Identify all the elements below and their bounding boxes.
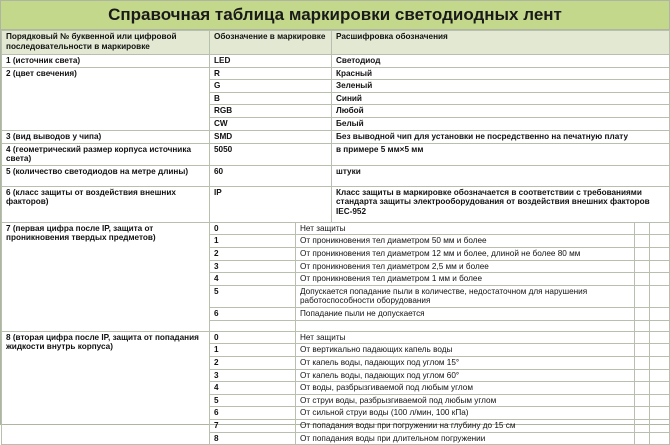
empty-cell [635, 247, 650, 260]
empty-cell [650, 285, 670, 307]
ip-description-cell: Нет защиты [296, 331, 635, 344]
row-sequence-cell: 1 (источник света) [2, 55, 210, 68]
row-description-cell: Любой [332, 105, 670, 118]
row-code-cell: G [210, 80, 332, 93]
row-code-cell: RGB [210, 105, 332, 118]
table-row [2, 186, 670, 222]
row-code-cell: IP [210, 186, 332, 222]
ip-code-cell: 8 [210, 432, 296, 445]
row-code-cell: R [210, 67, 332, 80]
table-row [2, 222, 670, 235]
row-description-cell: Зеленый [332, 80, 670, 93]
row-description-cell: Красный [332, 67, 670, 80]
ip-description-cell: От капель воды, падающих под углом 15° [296, 356, 635, 369]
empty-cell [650, 432, 670, 445]
ip-description-cell: От струи воды, разбрызгиваемой под любым углом [296, 394, 635, 407]
ip-description-cell: От попадания воды при длительном погружении [296, 432, 635, 445]
ip-description-cell: Допускается попадание пыли в количестве, недостаточном для нарушения работоспособности оборудования [296, 285, 635, 307]
empty-cell [635, 407, 650, 420]
empty-cell [635, 222, 650, 235]
ip-code-cell: 4 [210, 273, 296, 286]
row-description-cell: в примере 5 мм×5 мм [332, 143, 670, 165]
ip-description-cell: От проникновения тел диаметром 12 мм и более, длиной не более 80 мм [296, 247, 635, 260]
empty-cell [635, 273, 650, 286]
ip-code-cell: 2 [210, 247, 296, 260]
empty-cell [650, 394, 670, 407]
empty-cell [650, 273, 670, 286]
empty-cell [650, 382, 670, 395]
empty-cell [635, 382, 650, 395]
empty-cell [650, 344, 670, 357]
table-row [2, 331, 670, 344]
row-description-cell: штуки [332, 165, 670, 186]
ip-description-cell: От проникновения тел диаметром 1 мм и более [296, 273, 635, 286]
ip-code-cell: 7 [210, 419, 296, 432]
header-designation: Обозначение в маркировке [210, 31, 332, 55]
ip-code-cell: 2 [210, 356, 296, 369]
ip-code-cell: 1 [210, 235, 296, 248]
row-description-cell: Белый [332, 117, 670, 130]
empty-cell [635, 344, 650, 357]
table-row [2, 67, 670, 80]
group-7-label: 7 (первая цифра после IP, защита от проникновения твердых предметов) [2, 222, 210, 331]
empty-cell [650, 222, 670, 235]
ip-description-cell: Попадание пыли не допускается [296, 307, 635, 320]
group-8-label: 8 (вторая цифра после IP, защита от попадания жидкости внутрь корпуса) [2, 331, 210, 444]
row-description-cell: Без выводной чип для установки не посредственно на печатную плату [332, 130, 670, 143]
ip-code-cell: 4 [210, 382, 296, 395]
row-description-cell: Синий [332, 92, 670, 105]
empty-cell [635, 356, 650, 369]
row-sequence-cell: 5 (количество светодиодов на метре длины) [2, 165, 210, 186]
ip-code-cell: 5 [210, 394, 296, 407]
empty-cell [635, 320, 650, 331]
empty-cell [296, 320, 635, 331]
empty-cell [635, 260, 650, 273]
empty-cell [210, 320, 296, 331]
row-code-cell: 60 [210, 165, 332, 186]
row-sequence-cell: 6 (класс защиты от воздействия внешних факторов) [2, 186, 210, 222]
row-code-cell: B [210, 92, 332, 105]
ip-description-cell: От воды, разбрызгиваемой под любым углом [296, 382, 635, 395]
ip-code-cell: 6 [210, 407, 296, 420]
ip-description-cell: От проникновения тел диаметром 2,5 мм и более [296, 260, 635, 273]
empty-cell [650, 247, 670, 260]
row-description-cell: Светодиод [332, 55, 670, 68]
marking-table [1, 30, 670, 445]
table-row [2, 130, 670, 143]
empty-cell [650, 407, 670, 420]
ip-code-cell: 6 [210, 307, 296, 320]
row-code-cell: SMD [210, 130, 332, 143]
empty-cell [650, 356, 670, 369]
row-code-cell: 5050 [210, 143, 332, 165]
empty-cell [650, 320, 670, 331]
ip-description-cell: От сильной струи воды (100 л/мин, 100 кПа) [296, 407, 635, 420]
empty-cell [650, 419, 670, 432]
ip-code-cell: 3 [210, 260, 296, 273]
empty-cell [635, 235, 650, 248]
header-sequence-number: Порядковый № буквенной или цифровой последовательности в маркировке [2, 31, 210, 55]
ip-description-cell: От проникновения тел диаметром 50 мм и более [296, 235, 635, 248]
ip-description-cell: От попадания воды при погружении на глубину до 15 см [296, 419, 635, 432]
table-row [2, 143, 670, 165]
empty-cell [650, 369, 670, 382]
ip-code-cell: 0 [210, 222, 296, 235]
empty-cell [650, 307, 670, 320]
row-sequence-cell: 3 (вид выводов у чипа) [2, 130, 210, 143]
empty-cell [650, 331, 670, 344]
empty-cell [635, 331, 650, 344]
empty-cell [635, 285, 650, 307]
table-row [2, 165, 670, 186]
table-row [2, 55, 670, 68]
ip-description-cell: Нет защиты [296, 222, 635, 235]
ip-code-cell: 3 [210, 369, 296, 382]
row-code-cell: LED [210, 55, 332, 68]
empty-cell [650, 260, 670, 273]
empty-cell [635, 432, 650, 445]
ip-description-cell: От капель воды, падающих под углом 60° [296, 369, 635, 382]
empty-cell [635, 307, 650, 320]
empty-cell [650, 235, 670, 248]
empty-cell [635, 394, 650, 407]
ip-code-cell: 1 [210, 344, 296, 357]
ip-code-cell: 5 [210, 285, 296, 307]
row-description-cell: Класс защиты в маркировке обозначается в соответствии с требованиями стандарта защиты электрооборудования от воздействия внешних факторов IEC-952 [332, 186, 670, 222]
empty-cell [635, 369, 650, 382]
header-decoding: Расшифровка обозначения [332, 31, 670, 55]
row-sequence-cell: 4 (геометрический размер корпуса источника света) [2, 143, 210, 165]
ip-description-cell: От вертикально падающих капель воды [296, 344, 635, 357]
page-title: Справочная таблица маркировки светодиодных лент [1, 1, 669, 30]
ip-code-cell: 0 [210, 331, 296, 344]
row-sequence-cell: 2 (цвет свечения) [2, 67, 210, 130]
empty-cell [635, 419, 650, 432]
table-header-row [2, 31, 670, 55]
row-code-cell: CW [210, 117, 332, 130]
